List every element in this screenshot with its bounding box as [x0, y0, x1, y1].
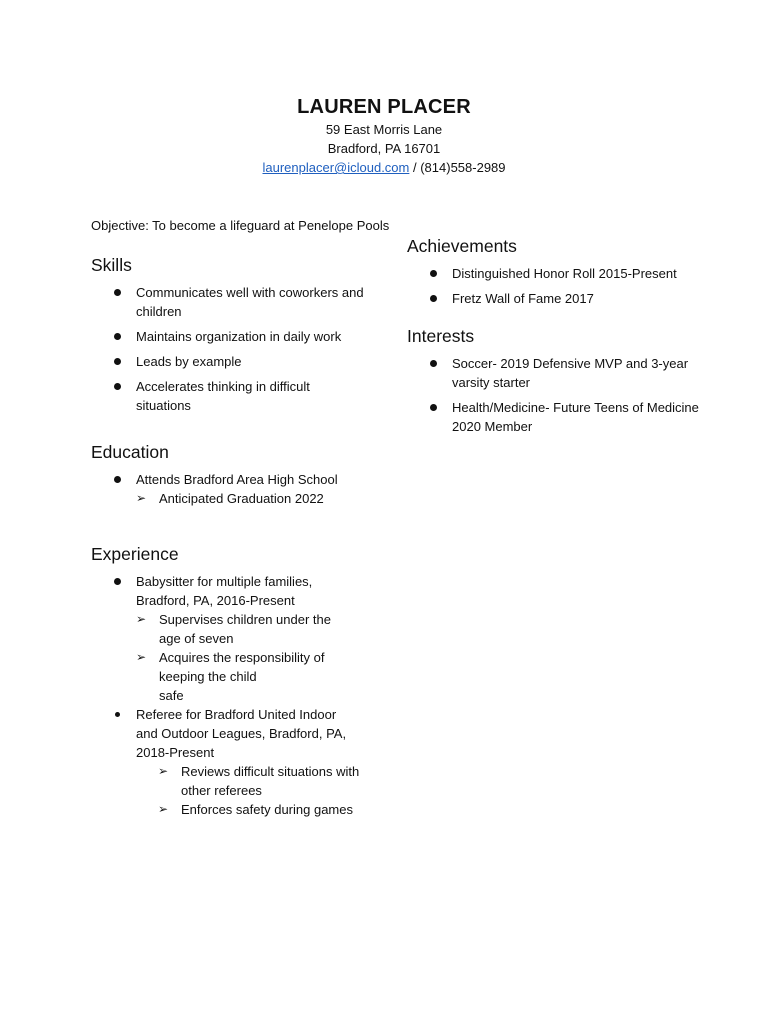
- interest-text: Health/Medicine- Future Teens of Medicine 2020 Member: [452, 400, 699, 434]
- interest-text: Soccer- 2019 Defensive MVP and 3-year varsity starter: [452, 356, 689, 390]
- list-item: [91, 352, 366, 371]
- achievements-heading: Achievements: [407, 236, 517, 256]
- bullet-icon: [114, 476, 121, 483]
- bullet-icon: [114, 358, 121, 365]
- education-heading: Education: [91, 442, 169, 462]
- interests-section: [407, 324, 697, 436]
- list-item: [91, 283, 366, 321]
- right-column: [407, 234, 697, 442]
- skill-text: Communicates well with coworkers and children: [136, 285, 364, 319]
- achievements-section: [407, 234, 697, 308]
- bullet-icon: [114, 289, 121, 296]
- duty-text: Reviews difficult situations with other referees: [181, 764, 360, 798]
- phone-number: (814)558-2989: [420, 160, 506, 175]
- education-sublist: [136, 489, 381, 508]
- experience-section: [91, 542, 381, 819]
- achievement-text: Fretz Wall of Fame 2017: [452, 291, 594, 306]
- contact-separator: /: [409, 160, 421, 175]
- list-item: [91, 377, 366, 415]
- education-text: Attends Bradford Area High School: [136, 472, 338, 487]
- education-section: [91, 440, 381, 508]
- sub-list-item: [136, 648, 349, 705]
- bullet-icon: [430, 270, 437, 277]
- sub-list-item: [158, 762, 371, 800]
- skills-heading: Skills: [91, 255, 132, 275]
- achievements-list: [407, 264, 697, 308]
- list-item: [91, 572, 381, 705]
- education-list: [91, 470, 381, 508]
- bullet-icon: [430, 404, 437, 411]
- arrow-bullet-icon: ➢: [158, 802, 169, 816]
- job-text: Babysitter for multiple families, Bradford, PA, 2016-Present: [136, 574, 313, 608]
- job2-sublist: [158, 762, 381, 819]
- bullet-icon: [430, 295, 437, 302]
- list-item: [407, 264, 692, 283]
- list-item: [91, 327, 366, 346]
- sub-list-item: [136, 489, 381, 508]
- duty-text: Supervises children under the age of seven: [159, 612, 331, 646]
- achievement-text: Distinguished Honor Roll 2015-Present: [452, 266, 677, 281]
- address-line-1: 59 East Morris Lane: [325, 122, 443, 137]
- bullet-icon: [114, 333, 121, 340]
- applicant-name: LAUREN PLACER: [297, 96, 471, 118]
- duty-text: Acquires the responsibility of keeping the child: [159, 650, 325, 684]
- arrow-bullet-icon: ➢: [136, 650, 147, 664]
- objective-statement: Objective: To become a lifeguard at Penelope Pools: [91, 218, 390, 233]
- job-text: Referee for Bradford United Indoor and Outdoor Leagues, Bradford, PA, 2018-Present: [136, 707, 347, 760]
- job1-sublist: [136, 610, 381, 705]
- experience-heading: Experience: [91, 544, 179, 564]
- skills-section: [91, 253, 381, 415]
- interests-heading: Interests: [407, 326, 475, 346]
- email-link[interactable]: laurenplacer@icloud.com: [262, 160, 410, 175]
- sub-list-item: [158, 800, 391, 819]
- skill-text: Maintains organization in daily work: [136, 329, 342, 344]
- bullet-icon: [114, 383, 121, 390]
- graduation-text: Anticipated Graduation 2022: [159, 491, 324, 506]
- experience-list: [91, 572, 381, 819]
- duty-text-cont: safe: [159, 688, 184, 703]
- arrow-bullet-icon: ➢: [136, 612, 147, 626]
- skill-text: Leads by example: [136, 354, 242, 369]
- duty-text: Enforces safety during games: [181, 802, 353, 817]
- left-column: [91, 253, 381, 825]
- list-item: [407, 289, 702, 308]
- arrow-bullet-icon: ➢: [136, 491, 147, 505]
- interests-list: [407, 354, 697, 436]
- sub-list-item: [136, 610, 349, 648]
- list-item: [407, 354, 722, 392]
- skills-list: [91, 283, 381, 415]
- bullet-icon: [114, 578, 121, 585]
- list-item: [407, 398, 712, 436]
- address-line-2: Bradford, PA 16701: [327, 141, 441, 156]
- bullet-icon: [430, 360, 437, 367]
- arrow-bullet-icon: ➢: [158, 764, 169, 778]
- list-item: [91, 470, 381, 508]
- contact-line: [0, 158, 768, 177]
- list-item: [91, 705, 381, 819]
- bullet-icon: [115, 712, 120, 717]
- resume-header: [0, 94, 768, 177]
- skill-text: Accelerates thinking in difficult situations: [136, 379, 310, 413]
